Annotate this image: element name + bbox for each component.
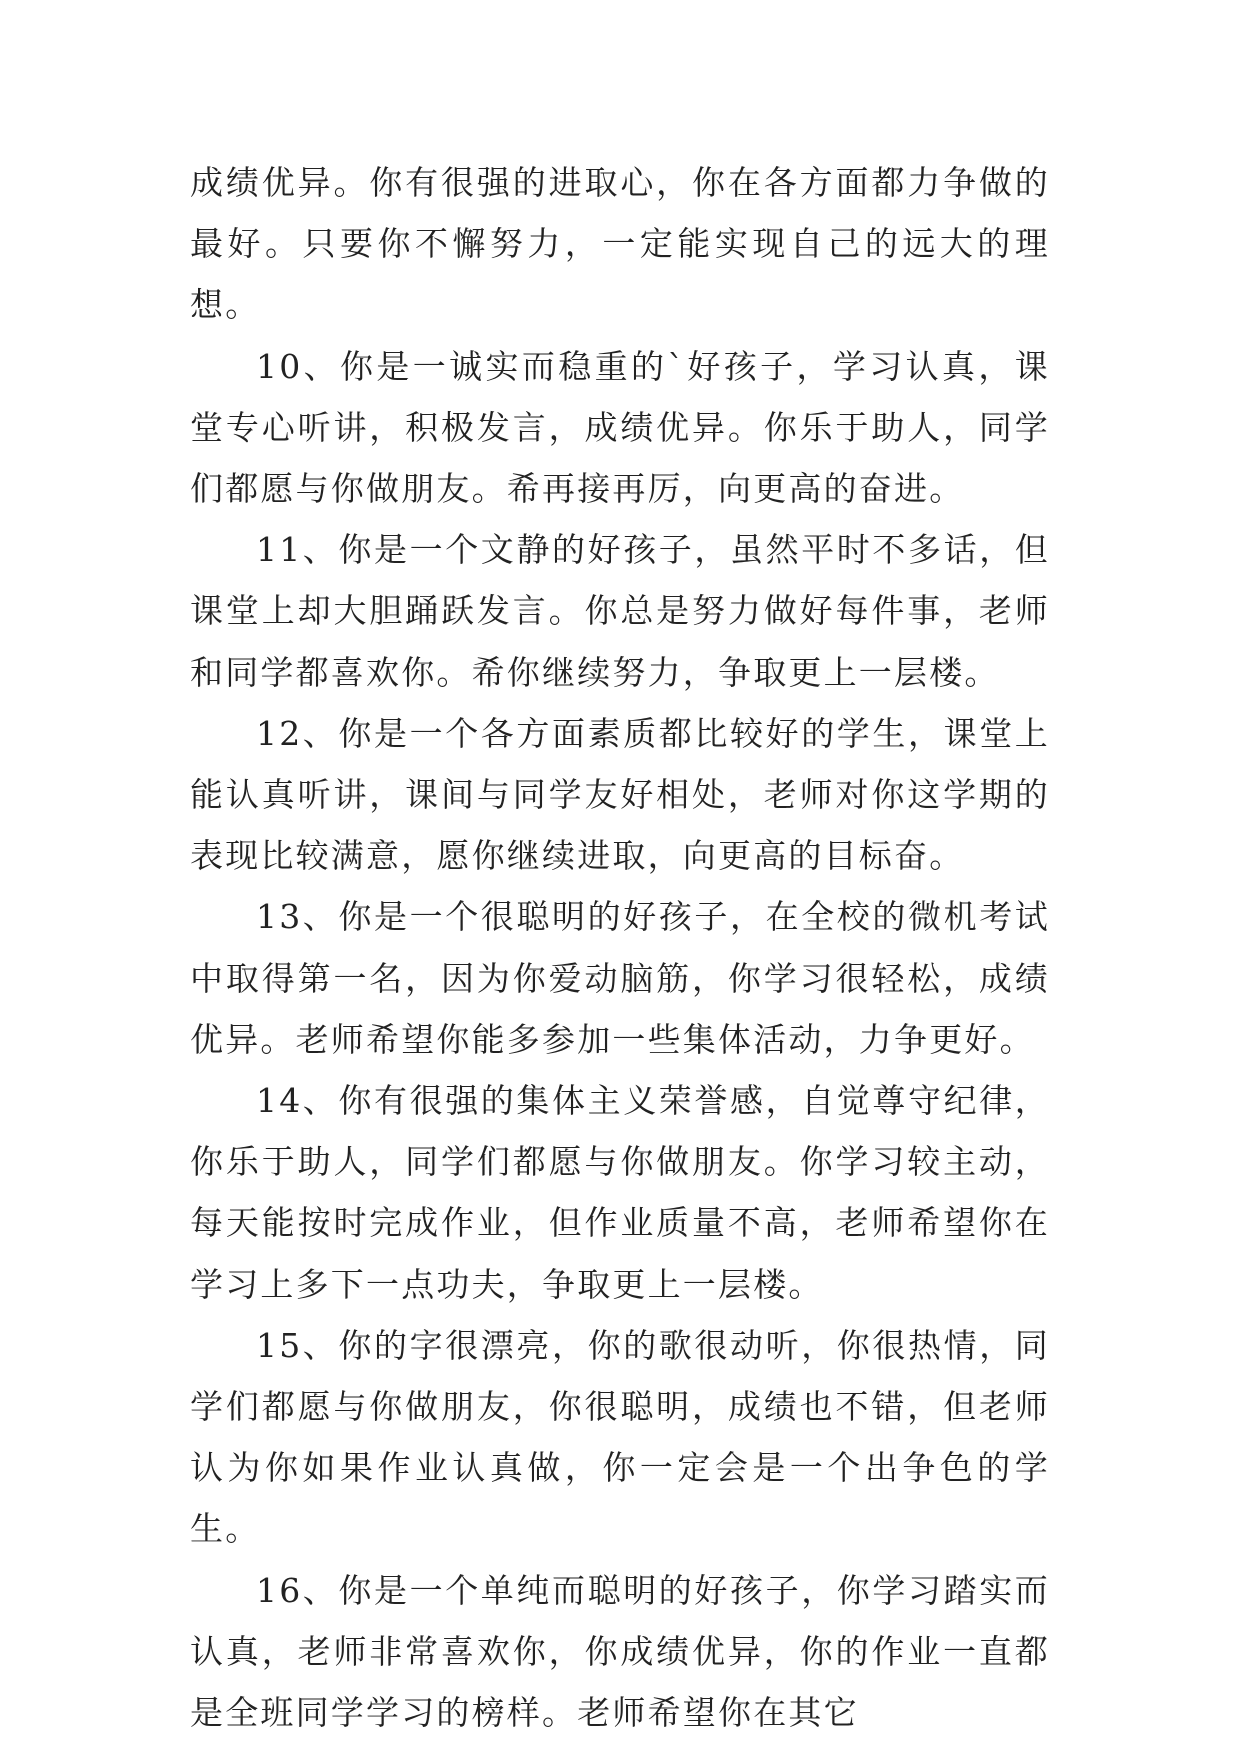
paragraph-continuation: 成绩优异。你有很强的进取心，你在各方面都力争做的最好。只要你不懈努力，一定能实现自己的远大的理想。: [190, 163, 1050, 325]
paragraph-comment-15: 15、你的字很漂亮，你的歌很动听，你很热情，同学们都愿与你做朋友，你很聪明，成绩也不错，但老师认为你如果作业认真做，你一定会是一个出争色的学生。: [190, 1325, 1050, 1549]
paragraph-comment-12: 12、你是一个各方面素质都比较好的学生，课堂上能认真听讲，课间与同学友好相处，老师对你这学期的表现比较满意，愿你继续进取，向更高的目标奋。: [190, 713, 1050, 876]
paragraph-comment-13: 13、你是一个很聪明的好孩子，在全校的微机考试中取得第一名，因为你爱动脑筋，你学习很轻松，成绩优异。老师希望你能多参加一些集体活动，力争更好。: [190, 897, 1050, 1059]
paragraph-comment-16: 16、你是一个单纯而聪明的好孩子，你学习踏实而认真，老师非常喜欢你，你成绩优异，你的作业一直都是全班同学学习的榜样。老师希望你在其它: [190, 1570, 1050, 1733]
paragraph-comment-11: 11、你是一个文静的好孩子，虽然平时不多话，但课堂上却大胆踊跃发言。你总是努力做好每件事，老师和同学都喜欢你。希你继续努力，争取更上一层楼。: [190, 530, 1050, 692]
paragraph-comment-14: 14、你有很强的集体主义荣誉感，自觉尊守纪律，你乐于助人，同学们都愿与你做朋友。你学习较主动，每天能按时完成作业，但作业质量不高，老师希望你在学习上多下一点功夫，争取更上一层楼。: [190, 1081, 1050, 1304]
document-body: [190, 152, 1050, 1743]
paragraph-comment-10: 10、你是一诚实而稳重的`好孩子，学习认真，课堂专心听讲，积极发言，成绩优异。你乐于助人，同学们都愿与你做朋友。希再接再厉，向更高的奋进。: [190, 346, 1050, 509]
